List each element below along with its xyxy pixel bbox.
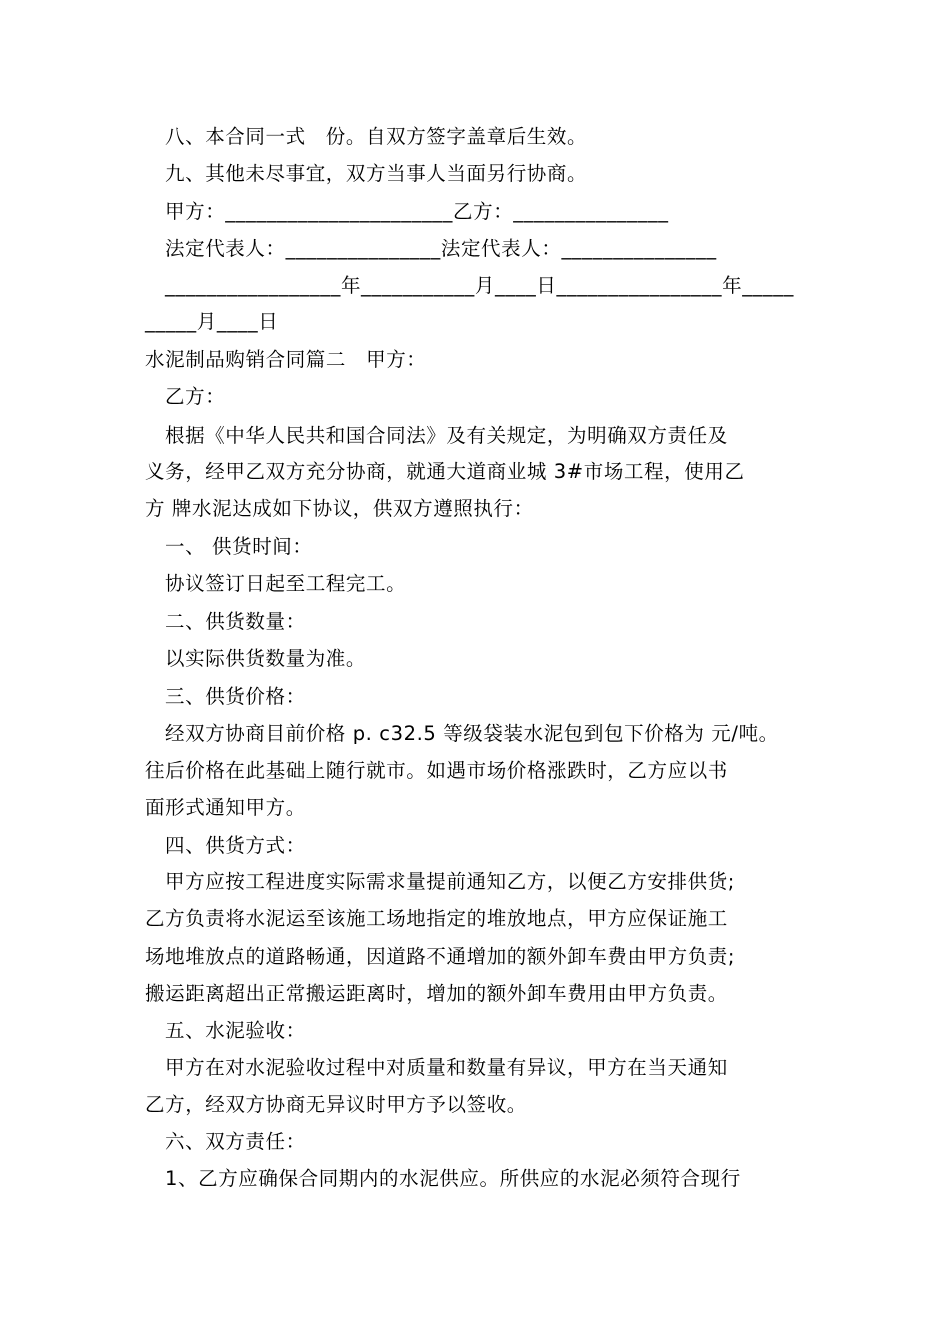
preamble-line-2: 义务，经甲乙双方充分协商，就通大道商业城 3#市场工程，使用乙 bbox=[145, 460, 745, 483]
preamble-line-1: 根据《中华人民共和国合同法》及有关规定，为明确双方责任及 bbox=[165, 424, 728, 447]
clause-5-body-1: 甲方在对水泥验收过程中对质量和数量有异议，甲方在当天通知 bbox=[165, 1056, 728, 1079]
clause-3-heading: 三、供货价格： bbox=[165, 685, 306, 708]
clause-8: 八、本合同一式 份。自双方签字盖章后生效。 bbox=[165, 125, 588, 148]
clause-4-body-2: 乙方负责将水泥运至该施工场地指定的堆放地点，甲方应保证施工 bbox=[145, 907, 728, 930]
clause-4-body-1: 甲方应按工程进度实际需求量提前通知乙方，以便乙方安排供货; bbox=[165, 870, 735, 893]
clause-4-heading: 四、供货方式： bbox=[165, 834, 306, 857]
date-line-cont: _____月____日 bbox=[145, 310, 279, 333]
clause-2-body: 以实际供货数量为准。 bbox=[165, 647, 367, 670]
party-b-label: 乙方： bbox=[165, 385, 226, 408]
clause-2-heading: 二、供货数量： bbox=[165, 610, 306, 633]
clause-5-heading: 五、水泥验收： bbox=[165, 1019, 306, 1042]
legal-rep-line: 法定代表人：_______________法定代表人：_______________ bbox=[165, 237, 717, 260]
clause-4-body-3: 场地堆放点的道路畅通，因道路不通增加的额外卸车费由甲方负责; bbox=[145, 945, 736, 968]
clause-3-body-1: 经双方协商目前价格 p. c32.5 等级袋装水泥包到包下价格为 元/吨。 bbox=[165, 722, 779, 745]
clause-6-item-1: 1、乙方应确保合同期内的水泥供应。所供应的水泥必须符合现行 bbox=[165, 1167, 741, 1190]
clause-1-body: 协议签订日起至工程完工。 bbox=[165, 572, 407, 595]
clause-3-body-2: 往后价格在此基础上随行就市。如遇市场价格涨跌时，乙方应以书 bbox=[145, 759, 728, 782]
clause-6-heading: 六、双方责任： bbox=[165, 1130, 306, 1153]
clause-4-body-4: 搬运距离超出正常搬运距离时，增加的额外卸车费用由甲方负责。 bbox=[145, 982, 728, 1005]
section-heading: 水泥制品购销合同篇二 甲方： bbox=[145, 348, 427, 371]
clause-3-body-3: 面形式通知甲方。 bbox=[145, 796, 306, 819]
party-signature-line: 甲方：______________________乙方：_______________ bbox=[165, 200, 669, 223]
date-line: _________________年___________月____日________________年_____ bbox=[165, 274, 794, 297]
clause-9: 九、其他未尽事宜，双方当事人当面另行协商。 bbox=[165, 162, 588, 185]
clause-1-heading: 一、 供货时间： bbox=[165, 535, 313, 558]
clause-5-body-2: 乙方，经双方协商无异议时甲方予以签收。 bbox=[145, 1093, 527, 1116]
preamble-line-3: 方 牌水泥达成如下协议，供双方遵照执行： bbox=[145, 497, 534, 520]
